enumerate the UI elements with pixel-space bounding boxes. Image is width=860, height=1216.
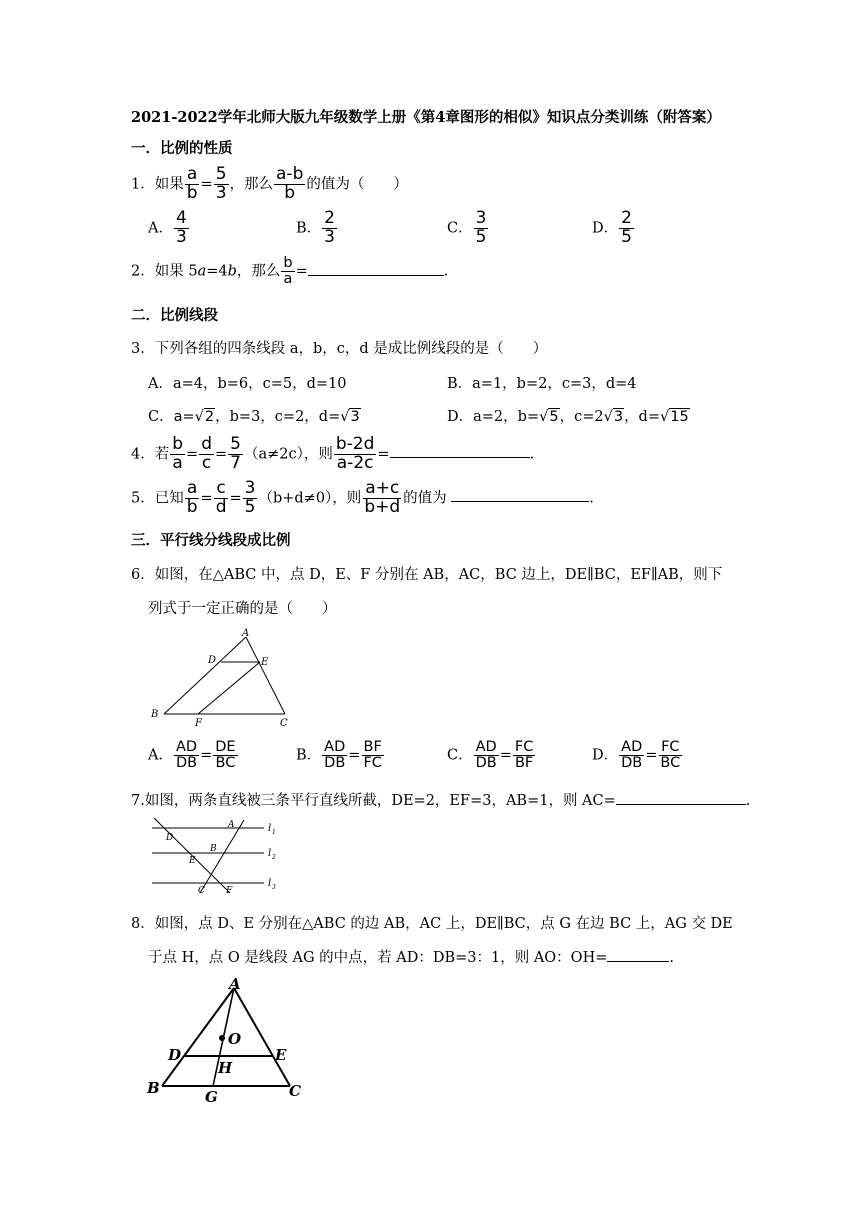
svg-text:1: 1	[272, 829, 276, 836]
q6-option-d[interactable]: D． $\frac{AD}{DB}$ = $\frac{FC}{BC}$	[592, 739, 681, 772]
q1-fraction-a-b: $\frac{a}{b}$	[186, 164, 198, 203]
svg-text:3: 3	[272, 884, 276, 891]
q1-fraction-amb-b: $\frac{a-b}{b}$	[276, 164, 304, 203]
q7-label-l1: l	[268, 823, 272, 834]
q3-option-b[interactable]: B．a=1，b=2，c=3，d=4	[447, 376, 637, 392]
q6-label-b: B	[151, 709, 159, 720]
q6-label-a: A	[242, 628, 250, 639]
question-1: 1．如果 $\frac{a}{b}$ = $\frac{5}{3}$ ，那么 $\frac{a-b}{b}$ 的值为（ ）	[131, 164, 408, 203]
q8-label-e: E	[275, 1046, 287, 1064]
q8-answer-blank[interactable]	[607, 961, 669, 962]
q5-answer-blank[interactable]	[451, 501, 589, 502]
q6-label-e: E	[261, 657, 269, 668]
q2-answer-blank[interactable]	[308, 275, 444, 276]
q6-figure	[140, 625, 300, 730]
q8-label-d: D	[168, 1046, 182, 1064]
q1-option-d[interactable]: D． $\frac{2}{5}$	[592, 208, 632, 247]
q8-label-c: C	[289, 1082, 301, 1100]
q6-option-c[interactable]: C． $\frac{AD}{DB}$ = $\frac{FC}{BF}$	[447, 739, 534, 772]
q3-option-d[interactable]: D．a=2，b=√5，c=2√3，d=√15	[447, 409, 689, 425]
section-heading-3: 三．平行线分线段成比例	[131, 532, 291, 549]
q7-label-a: A	[228, 820, 235, 830]
q6-label-f: F	[195, 718, 202, 729]
question-5: 5．已知 $\frac{a}{b}$ = $\frac{c}{d}$ = $\frac{3}{5}$ （b+d≠0），则 $\frac{a+c}{b+d}$ 的值为 .	[131, 478, 594, 517]
q1-option-b[interactable]: B． $\frac{2}{3}$	[296, 208, 335, 247]
page-title: 2021-2022学年北师大版九年级数学上册《第4章图形的相似》知识点分类训练（附答案）	[131, 109, 721, 126]
q7-figure	[148, 815, 288, 897]
question-6-line2: 列式于一定正确的是（ ）	[148, 601, 337, 617]
q7-answer-blank[interactable]	[616, 804, 746, 805]
question-8-line1: 8．如图，点 D、E 分别在△ABC 的边 AB，AC 上，DE∥BC，点 G 在边 BC 上，AG 交 DE	[131, 916, 733, 932]
q8-label-h: H	[218, 1059, 233, 1077]
q6-option-b[interactable]: B． $\frac{AD}{DB}$ = $\frac{BF}{FC}$	[296, 739, 382, 772]
q8-figure	[140, 972, 310, 1104]
q1-label: 1．如果	[131, 176, 184, 193]
question-3-stem: 3．下列各组的四条线段 a，b，c，d 是成比例线段的是（ ）	[131, 341, 548, 357]
section-heading-1: 一．比例的性质	[131, 140, 233, 157]
q7-label-l2: l	[268, 848, 272, 859]
q8-label-o: O	[228, 1030, 242, 1048]
section-heading-2: 二．比例线段	[131, 307, 218, 324]
q6-label-d: D	[208, 655, 217, 666]
q8-label-b: B	[147, 1079, 160, 1097]
question-6-line1: 6．如图，在△ABC 中，点 D，E、F 分别在 AB，AC，BC 边上，DE∥BC，EF∥AB，则下	[131, 567, 723, 583]
q7-label-d: D	[166, 833, 174, 843]
q7-label-c: C	[198, 886, 205, 896]
q1-fraction-5-3: $\frac{5}{3}$	[215, 164, 227, 203]
q8-label-g: G	[205, 1088, 218, 1104]
q6-label-c: C	[280, 718, 288, 729]
question-4: 4．若 $\frac{b}{a}$ = $\frac{d}{c}$ = $\frac{5}{7}$ （a≠2c），则 $\frac{b-2d}{a-2c}$ = .	[131, 434, 535, 473]
q7-label-b: B	[210, 844, 217, 854]
q3-option-a[interactable]: A．a=4，b=6，c=5，d=10	[148, 376, 347, 392]
svg-text:2: 2	[272, 854, 276, 861]
q3-option-c[interactable]: C．a=√2，b=3，c=2，d=√3	[148, 409, 360, 425]
q6-option-a[interactable]: A． $\frac{AD}{DB}$ = $\frac{DE}{BC}$	[148, 739, 236, 772]
question-7: 7.如图，两条直线被三条平行直线所截，DE=2，EF=3，AB=1，则 AC= .	[131, 793, 751, 809]
q7-label-f: F	[226, 886, 233, 896]
question-2: 2．如果 5a=4b，那么 $\frac{b}{a}$ = .	[131, 255, 449, 288]
q7-label-l3: l	[268, 878, 272, 889]
q1-option-c[interactable]: C． $\frac{3}{5}$	[447, 208, 487, 247]
q4-answer-blank[interactable]	[390, 457, 530, 458]
q8-label-a: A	[229, 975, 241, 993]
q7-label-e: E	[189, 856, 196, 866]
q1-option-a[interactable]: A． $\frac{4}{3}$	[148, 208, 187, 247]
question-8-line2: 于点 H，点 O 是线段 AG 的中点，若 AD：DB=3：1，则 AO：OH= .	[148, 950, 674, 966]
